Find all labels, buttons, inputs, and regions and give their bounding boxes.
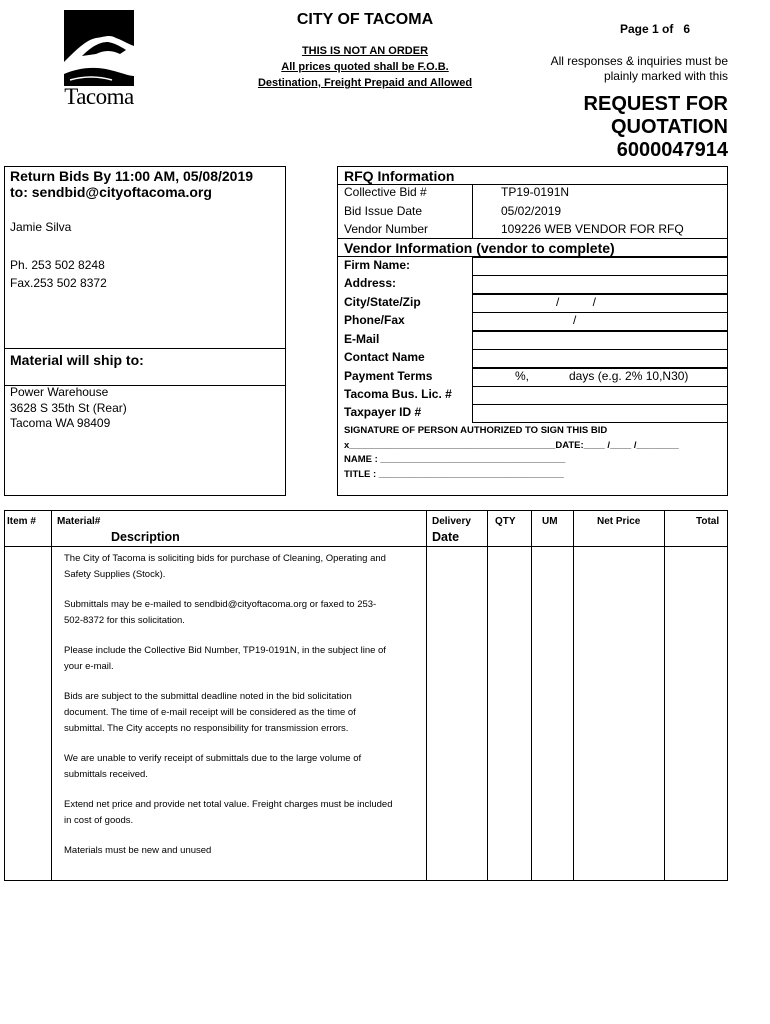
signature-title: SIGNATURE OF PERSON AUTHORIZED TO SIGN THIS BID: [344, 425, 608, 436]
divider: [337, 238, 728, 239]
page-total: 6: [683, 22, 691, 36]
column-divider: [426, 510, 427, 881]
city-state-zip-separators: / /: [556, 295, 597, 309]
return-bids-box: [4, 166, 286, 496]
description-text: [64, 551, 394, 873]
divider: [472, 184, 473, 238]
vendor-label-phone: Phone/Fax: [344, 313, 405, 327]
rfq-value-issue-date: 05/02/2019: [501, 204, 562, 218]
col-header-delivery: Delivery: [432, 516, 471, 527]
page-label: Page 1 of: [620, 22, 674, 36]
ship-to-line-1: Power Warehouse: [10, 385, 109, 399]
phone-fax-separator: /: [573, 313, 577, 327]
phone-fax-field[interactable]: [472, 312, 728, 331]
description-paragraph: We are unable to verify receipt of submittals due to the large volume of submittals received.: [64, 753, 362, 780]
not-order-notice: THIS IS NOT AN ORDER: [301, 45, 429, 57]
description-paragraph: Materials must be new and unused: [64, 845, 212, 856]
column-divider: [573, 510, 574, 881]
table-header-divider: [4, 546, 728, 547]
col-header-qty: QTY: [495, 516, 516, 527]
business-license-field[interactable]: [472, 386, 728, 405]
rfq-label-issue-date: Bid Issue Date: [344, 204, 423, 218]
col-header-total: Total: [696, 516, 720, 527]
col-header-item: Item #: [7, 516, 36, 527]
vendor-label-firm: Firm Name:: [344, 258, 411, 272]
description-paragraph: The City of Tacoma is soliciting bids for purchase of Cleaning, Operating and Safety Supplies (Stock).: [64, 553, 386, 580]
page-indicator: [620, 22, 690, 36]
email-field[interactable]: [472, 331, 728, 350]
contact-name-field[interactable]: [472, 349, 728, 368]
column-divider: [531, 510, 532, 881]
vendor-info-title: Vendor Information (vendor to complete): [344, 240, 615, 256]
vendor-label-city: City/State/Zip: [344, 295, 421, 309]
column-divider: [51, 510, 52, 881]
vendor-label-address: Address:: [344, 276, 397, 290]
logo-wordmark: Tacoma: [64, 84, 134, 109]
fob-line-2: Destination, Freight Prepaid and Allowed: [257, 77, 473, 89]
notice-line-2: plainly marked with this: [603, 69, 728, 83]
taxpayer-id-field[interactable]: [472, 404, 728, 423]
contact-name: Jamie Silva: [10, 220, 72, 234]
vendor-label-taxpayer: Taxpayer ID #: [344, 405, 422, 419]
divider: [4, 348, 286, 349]
signer-title-line[interactable]: TITLE : ___________________________________: [344, 469, 564, 480]
col-header-net-price: Net Price: [597, 516, 641, 527]
col-header-material: Material#: [57, 516, 101, 527]
address-field[interactable]: [472, 275, 728, 294]
rfq-title-2: QUOTATION: [610, 116, 728, 138]
fob-line-1: All prices quoted shall be F.O.B.: [281, 61, 449, 73]
city-logo: [64, 10, 134, 114]
mountain-logo-icon: [64, 10, 134, 86]
payment-terms-hint: %, days (e.g. 2% 10,N30): [515, 369, 689, 383]
rfq-label-vendor-number: Vendor Number: [344, 222, 429, 236]
vendor-label-email: E-Mail: [344, 332, 380, 346]
column-divider: [664, 510, 665, 881]
contact-fax: Fax.253 502 8372: [10, 276, 107, 290]
signature-line[interactable]: x_______________________________________DATE:____ /____ /________: [344, 440, 679, 451]
ship-to-line-2: 3628 S 35th St (Rear): [10, 401, 127, 415]
vendor-label-contact: Contact Name: [344, 350, 425, 364]
vendor-label-license: Tacoma Bus. Lic. #: [344, 387, 452, 401]
col-header-um: UM: [542, 516, 558, 527]
ship-to-title: Material will ship to:: [10, 352, 144, 368]
rfq-info-title: RFQ Information: [344, 168, 455, 184]
firm-name-field[interactable]: [472, 257, 728, 276]
return-bids-email: to: sendbid@cityoftacoma.org: [10, 184, 212, 200]
description-paragraph: Bids are subject to the submittal deadline noted in the bid solicitation document. The time of e-mail receipt will be considered as the time of submittal. The City accepts no responsibility for transmission errors.: [64, 691, 356, 734]
col-header-description: Description: [111, 530, 180, 544]
col-header-date: Date: [432, 530, 460, 544]
description-paragraph: Please include the Collective Bid Number, TP19-0191N, in the subject line of your e-mail.: [64, 645, 386, 672]
rfq-value-vendor-number: 109226 WEB VENDOR FOR RFQ: [501, 222, 684, 236]
vendor-label-payment: Payment Terms: [344, 369, 433, 383]
rfq-number: 6000047914: [616, 139, 728, 161]
column-divider: [487, 510, 488, 881]
return-bids-deadline: Return Bids By 11:00 AM, 05/08/2019: [10, 168, 254, 184]
signer-name-line[interactable]: NAME : ___________________________________: [344, 454, 566, 465]
rfq-label-collective-bid: Collective Bid #: [344, 185, 427, 199]
city-state-zip-field[interactable]: [472, 294, 728, 313]
description-paragraph: Extend net price and provide net total value. Freight charges must be included in cost of goods.: [64, 799, 393, 826]
notice-line-1: All responses & inquiries must be: [550, 54, 728, 68]
contact-phone: Ph. 253 502 8248: [10, 258, 105, 272]
rfq-title-1: REQUEST FOR: [583, 93, 728, 115]
rfq-value-collective-bid: TP19-0191N: [501, 185, 570, 199]
description-paragraph: Submittals may be e-mailed to sendbid@cityoftacoma.org or faxed to 253-502-8372 for this solicitation.: [64, 599, 377, 626]
city-title: CITY OF TACOMA: [296, 11, 434, 28]
ship-to-line-3: Tacoma WA 98409: [10, 416, 111, 430]
